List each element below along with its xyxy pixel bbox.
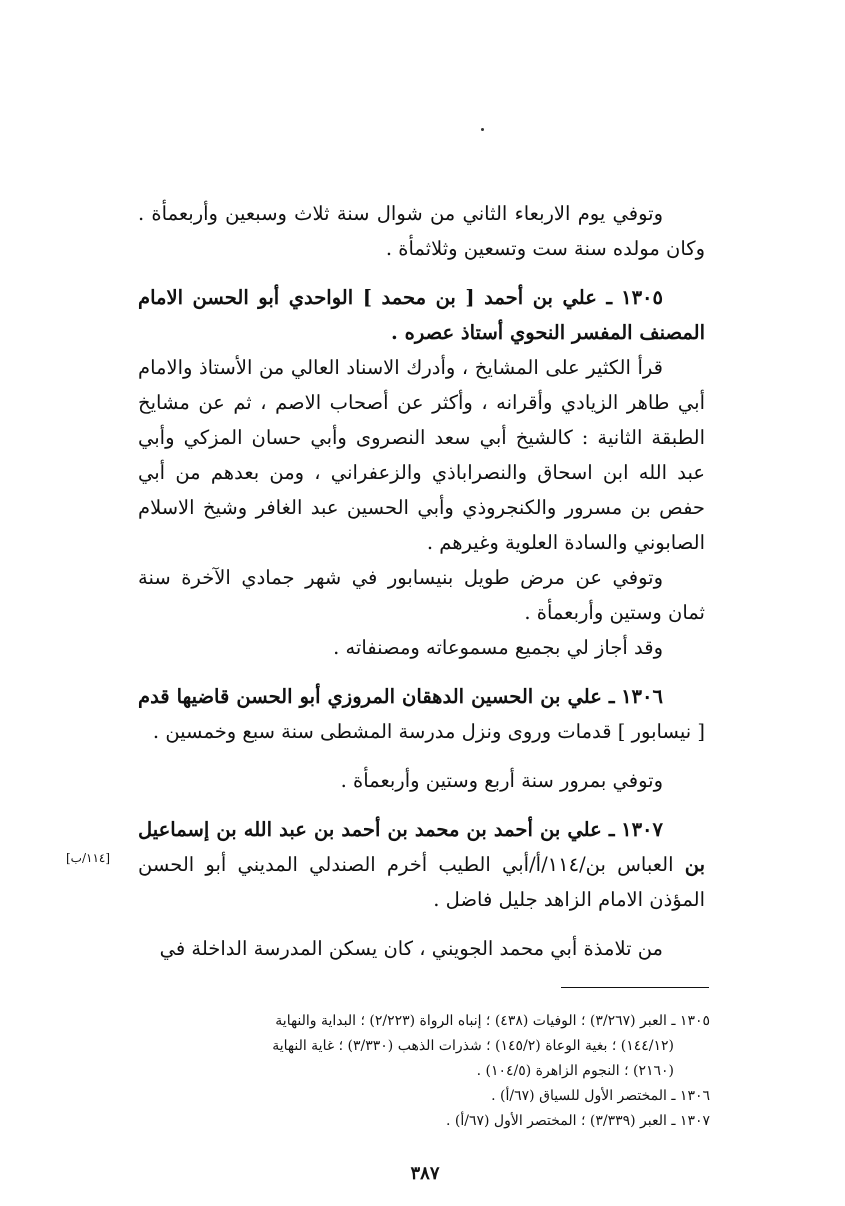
entry-1305-heading (138, 280, 705, 350)
footnote-separator (561, 987, 709, 988)
paragraph-death-1306: وتوفي بمرور سنة أربع وستين وأربعمأة . (340, 769, 663, 792)
manuscript-folio-marker: [١١٤/ب] (66, 851, 111, 865)
paragraph-death-date (138, 196, 705, 266)
footnote-1307: ١٣٠٧ ـ العبر (٣/٣٣٩) ؛ المختصر الأول (٦٧/أ) . (445, 1113, 710, 1129)
paragraph-death-1305: وتوفي عن مرض طويل بنيسابور في شهر جمادي الآخرة سنة ثمان وستين وأربعمأة . (138, 566, 705, 624)
entry-title: ـ علي بن أحمد [ بن محمد ] الواحدي أبو الحسن الامام (138, 286, 613, 309)
main-text (138, 196, 705, 966)
entry-title-cont: المصنف المفسر النحوي أستاذ عصره . (391, 321, 705, 344)
paragraph-jouwayni: من تلامذة أبي محمد الجويني ، كان يسكن المدرسة الداخلة في (159, 937, 663, 960)
paragraph-line: مولده سنة ست وتسعين وثلاثمأة . (385, 237, 660, 260)
footnote-1305-cont: (١٤٤/١٢) ؛ بغية الوعاة (١٤٥/٢) ؛ شذرات الذهب (٣/٣٣٠) ؛ غاية النهاية (272, 1038, 674, 1054)
footnotes (150, 1009, 710, 1134)
paragraph-line: وتوفي يوم الاربعاء الثاني من شوال سنة ثلاث وسبعين وأربعمأة . وكان (138, 202, 705, 260)
paragraph-ijaza: وقد أجاز لي بجميع مسموعاته ومصنفاته . (333, 636, 663, 659)
entry-title: ـ علي بن أحمد بن محمد بن أحمد بن عبد الله بن إسماعيل بن (138, 818, 705, 876)
entry-1306-heading (138, 679, 705, 749)
footnote-1305: ١٣٠٥ ـ العبر (٣/٢٦٧) ؛ الوفيات (٤٣٨) ؛ إنباه الرواة (٢/٢٢٣) ؛ البداية والنهاية (275, 1013, 710, 1029)
entry-1307-heading (138, 812, 705, 917)
entry-number: ١٣٠٧ (621, 818, 663, 841)
page-number: ٣٨٧ (410, 1163, 440, 1184)
entry-text: العباس بن/١١٤/أ/أبي الطيب أخرم الصندلي المديني أبو الحسن المؤذن الامام الزاهد جليل فاضل . (138, 853, 705, 911)
footnote-1305-cont: (٢١٦٠) ؛ النجوم الزاهرة (١٠٤/٥) . (476, 1063, 674, 1079)
footnote-1306: ١٣٠٦ ـ المختصر الأول للسياق (٦٧/أ) . (491, 1088, 710, 1104)
entry-text: [ نيسابور ] قدمات وروى ونزل مدرسة المشطى سنة سبع وخمسين . (152, 720, 705, 743)
entry-number: ١٣٠٦ (621, 685, 663, 708)
paragraph-teachers: قرأ الكثير على المشايخ ، وأدرك الاسناد العالي من الأستاذ والامام أبي طاهر الزيادي وأقرانه ، وأكثر عن أصحاب الاصم ، ثم عن مشايخ الطبقة الثانية : كالشيخ أبي سعد النصروى وأبي حسان المزكي وأبي عبد الله ابن اسحاق والنصراباذي والزعفراني ، ومن بعدهم من أبي حفص بن مسرور والكنجروذي وأبي الحسين عبد الغافر وشيخ الاسلام الصابوني والسادة العلوية وغيرهم . (138, 356, 705, 554)
entry-number: ١٣٠٥ (621, 286, 663, 309)
entry-title: ـ علي بن الحسين الدهقان المروزي أبو الحسن قاضيها قدم (138, 685, 615, 708)
stray-ink-dot (481, 128, 484, 131)
